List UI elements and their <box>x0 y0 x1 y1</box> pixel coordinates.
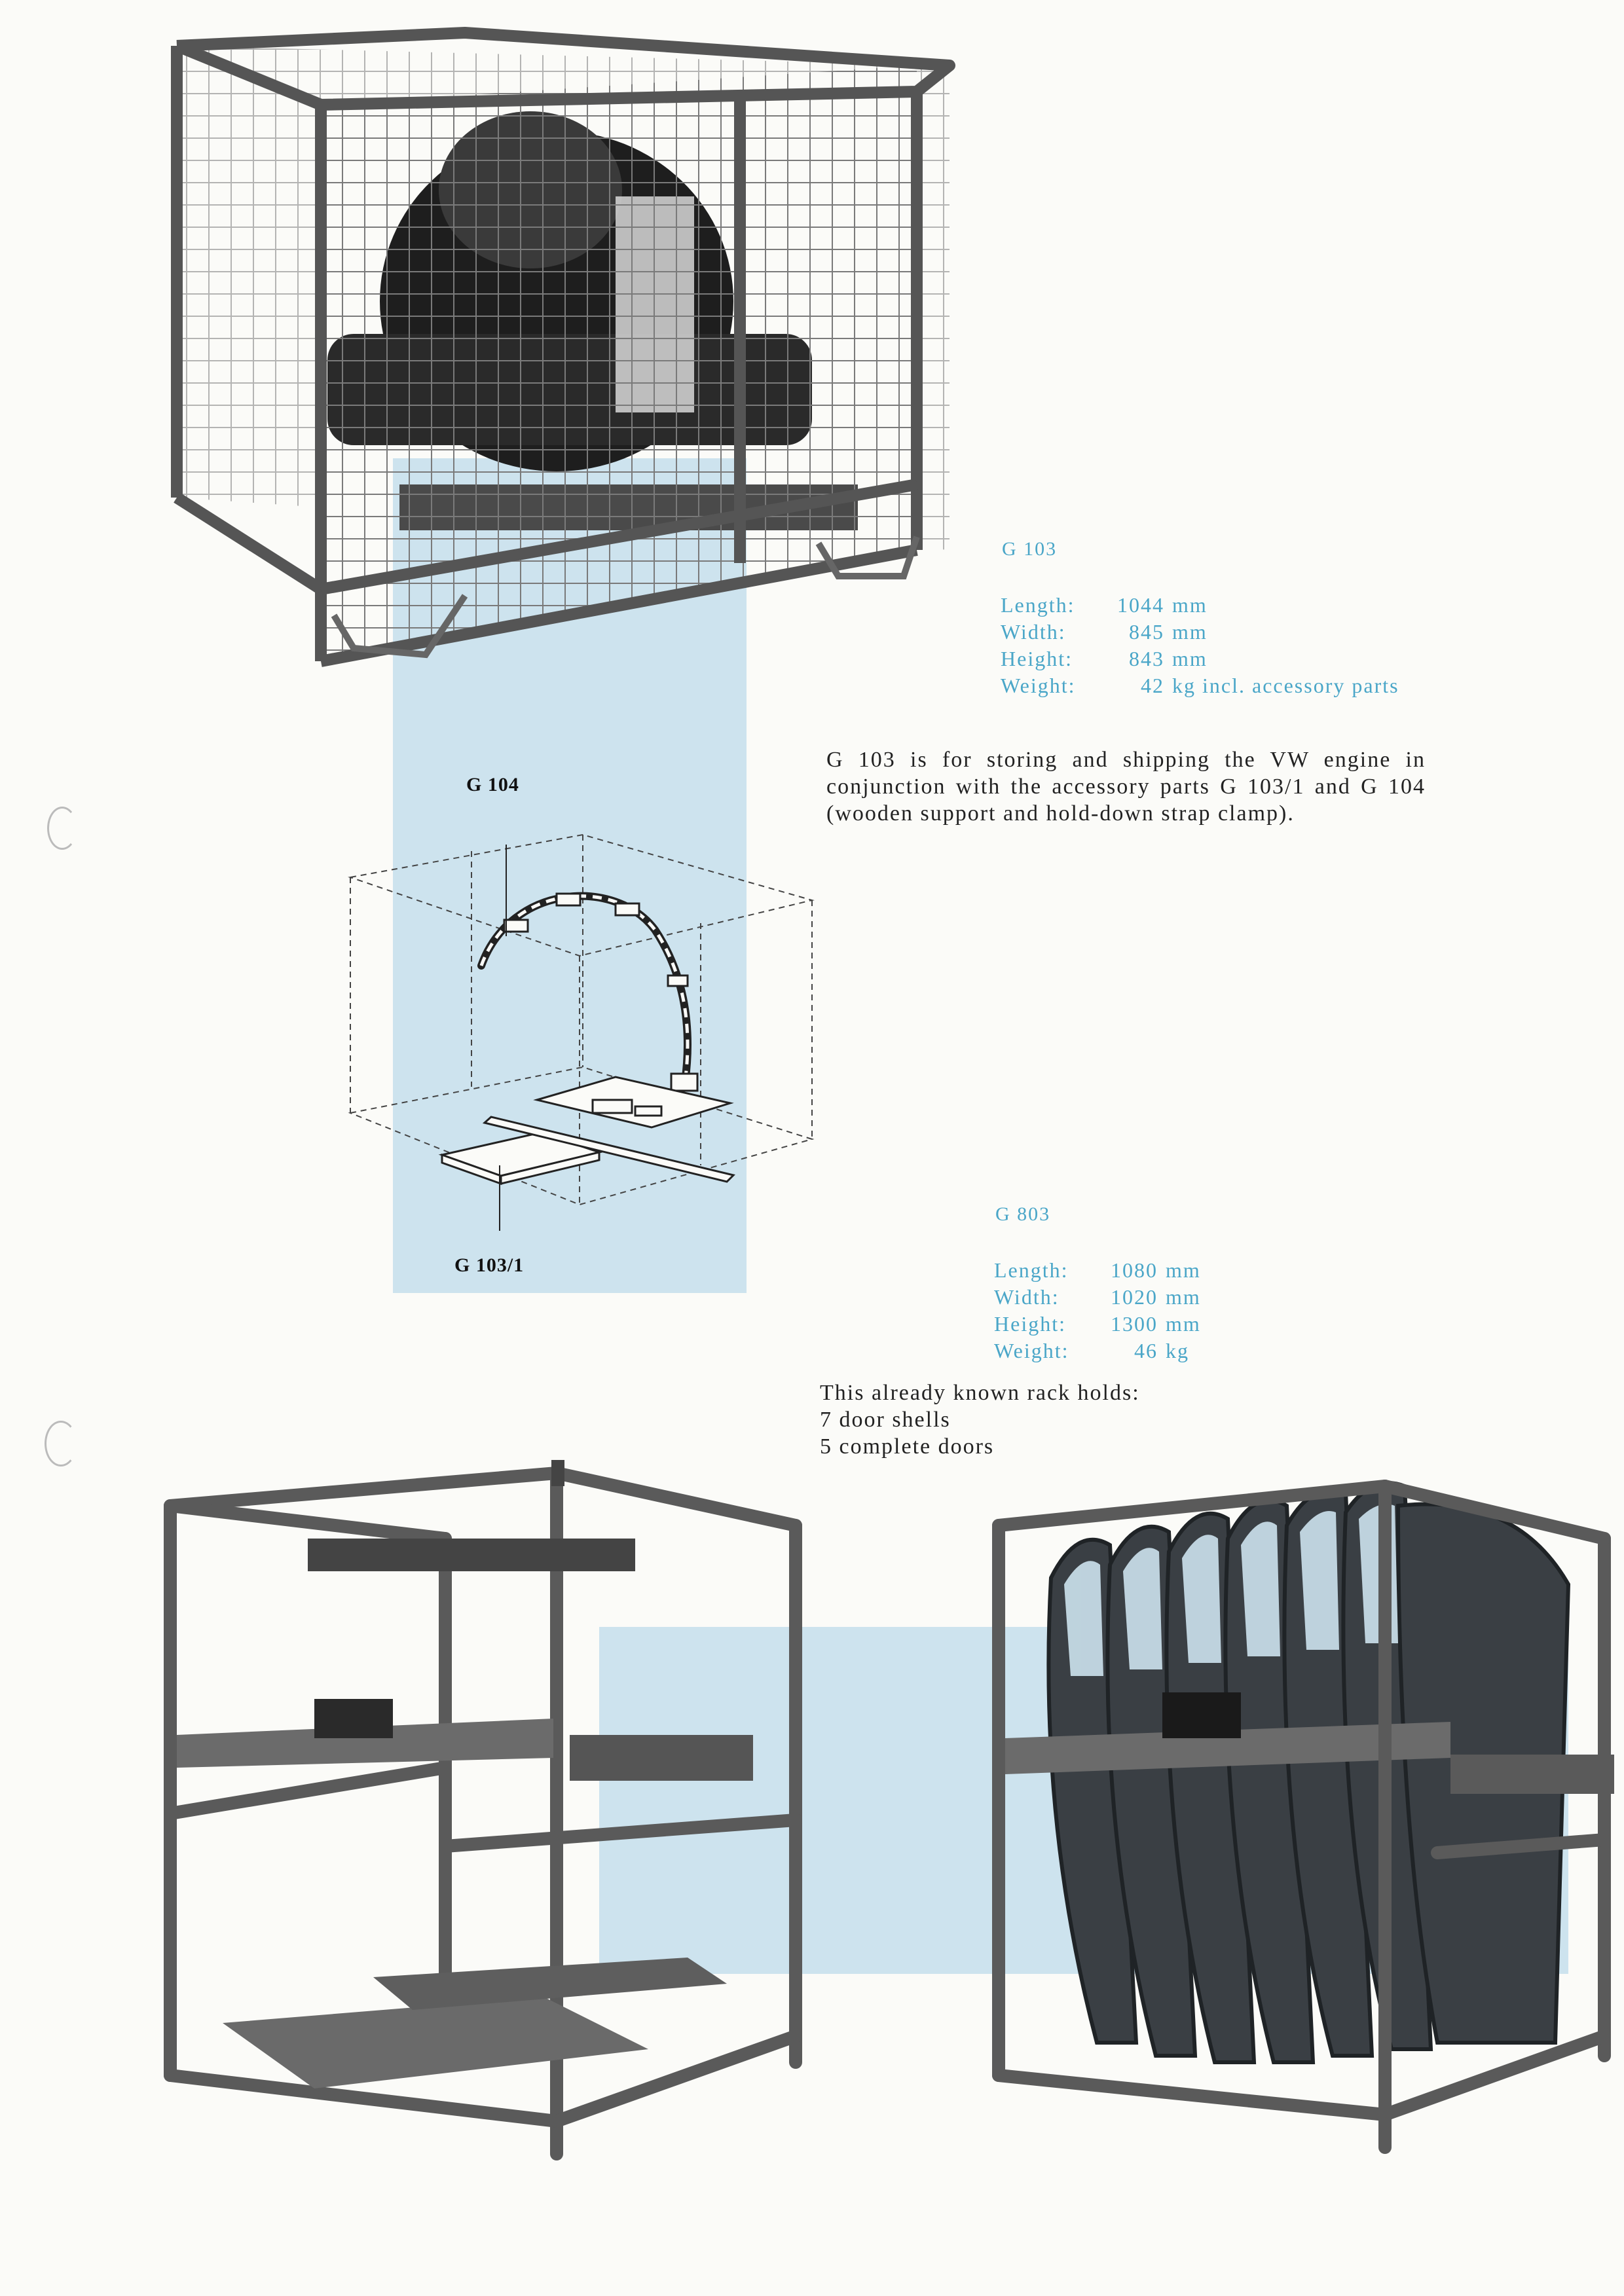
g803-spec-table <box>994 1258 1201 1366</box>
g103-spec-weight <box>1001 674 1399 701</box>
accessory-parts-diagram <box>341 825 825 1231</box>
g103-spec-table <box>1001 593 1399 701</box>
spec-value: 845 <box>1129 620 1164 644</box>
g803-description-line: This already known rack holds: <box>820 1381 1140 1405</box>
spec-value: 843 <box>1129 647 1164 670</box>
spec-label: Width: <box>994 1285 1060 1309</box>
label-g103-1: G 103/1 <box>454 1254 525 1276</box>
spec-label: Weight: <box>1001 674 1076 697</box>
spec-unit: mm <box>1166 1258 1201 1282</box>
spec-label: Weight: <box>994 1339 1069 1362</box>
g803-spec-length <box>994 1258 1201 1285</box>
punch-hole-lower <box>45 1421 77 1467</box>
g803-spec-height <box>994 1312 1201 1339</box>
spec-label: Width: <box>1001 620 1066 644</box>
g103-spec-width <box>1001 620 1399 647</box>
engine-crate-photo <box>164 26 963 674</box>
spec-unit: kg <box>1166 1339 1189 1362</box>
label-g104: G 104 <box>466 774 519 795</box>
spec-value: 1044 <box>1117 593 1164 617</box>
g103-spec-length <box>1001 593 1399 620</box>
g803-description-line: 5 complete doors <box>820 1434 995 1459</box>
spec-value: 42 <box>1141 674 1164 697</box>
g103-code: G 103 <box>1002 538 1058 560</box>
spec-value: 1080 <box>1111 1258 1158 1282</box>
punch-hole-upper <box>47 807 77 850</box>
empty-door-rack-photo <box>151 1460 812 2174</box>
spec-value: 1020 <box>1111 1285 1158 1309</box>
g803-code: G 803 <box>995 1203 1051 1225</box>
spec-unit: mm <box>1172 620 1208 644</box>
spec-unit: mm <box>1166 1312 1201 1336</box>
spec-unit: mm <box>1166 1285 1201 1309</box>
g803-description <box>820 1379 1409 1460</box>
g803-description-line: 7 door shells <box>820 1408 951 1432</box>
spec-label: Height: <box>994 1312 1066 1336</box>
spec-label: Height: <box>1001 647 1073 670</box>
spec-label: Length: <box>994 1258 1069 1282</box>
spec-unit: kg incl. accessory parts <box>1172 674 1399 697</box>
spec-label: Length: <box>1001 593 1075 617</box>
g103-description: G 103 is for storing and shipping the VW engine in conjunction with the accessory parts G 103/1 and G 104 (wooden support and hold-down strap clamp). <box>826 748 1426 826</box>
spec-value: 46 <box>1134 1339 1158 1362</box>
g803-spec-weight <box>994 1339 1201 1366</box>
spec-unit: mm <box>1172 593 1208 617</box>
spec-unit: mm <box>1172 647 1208 670</box>
g103-spec-height <box>1001 647 1399 674</box>
spec-value: 1300 <box>1111 1312 1158 1336</box>
g803-spec-width <box>994 1285 1201 1312</box>
loaded-door-rack-photo <box>979 1467 1614 2154</box>
